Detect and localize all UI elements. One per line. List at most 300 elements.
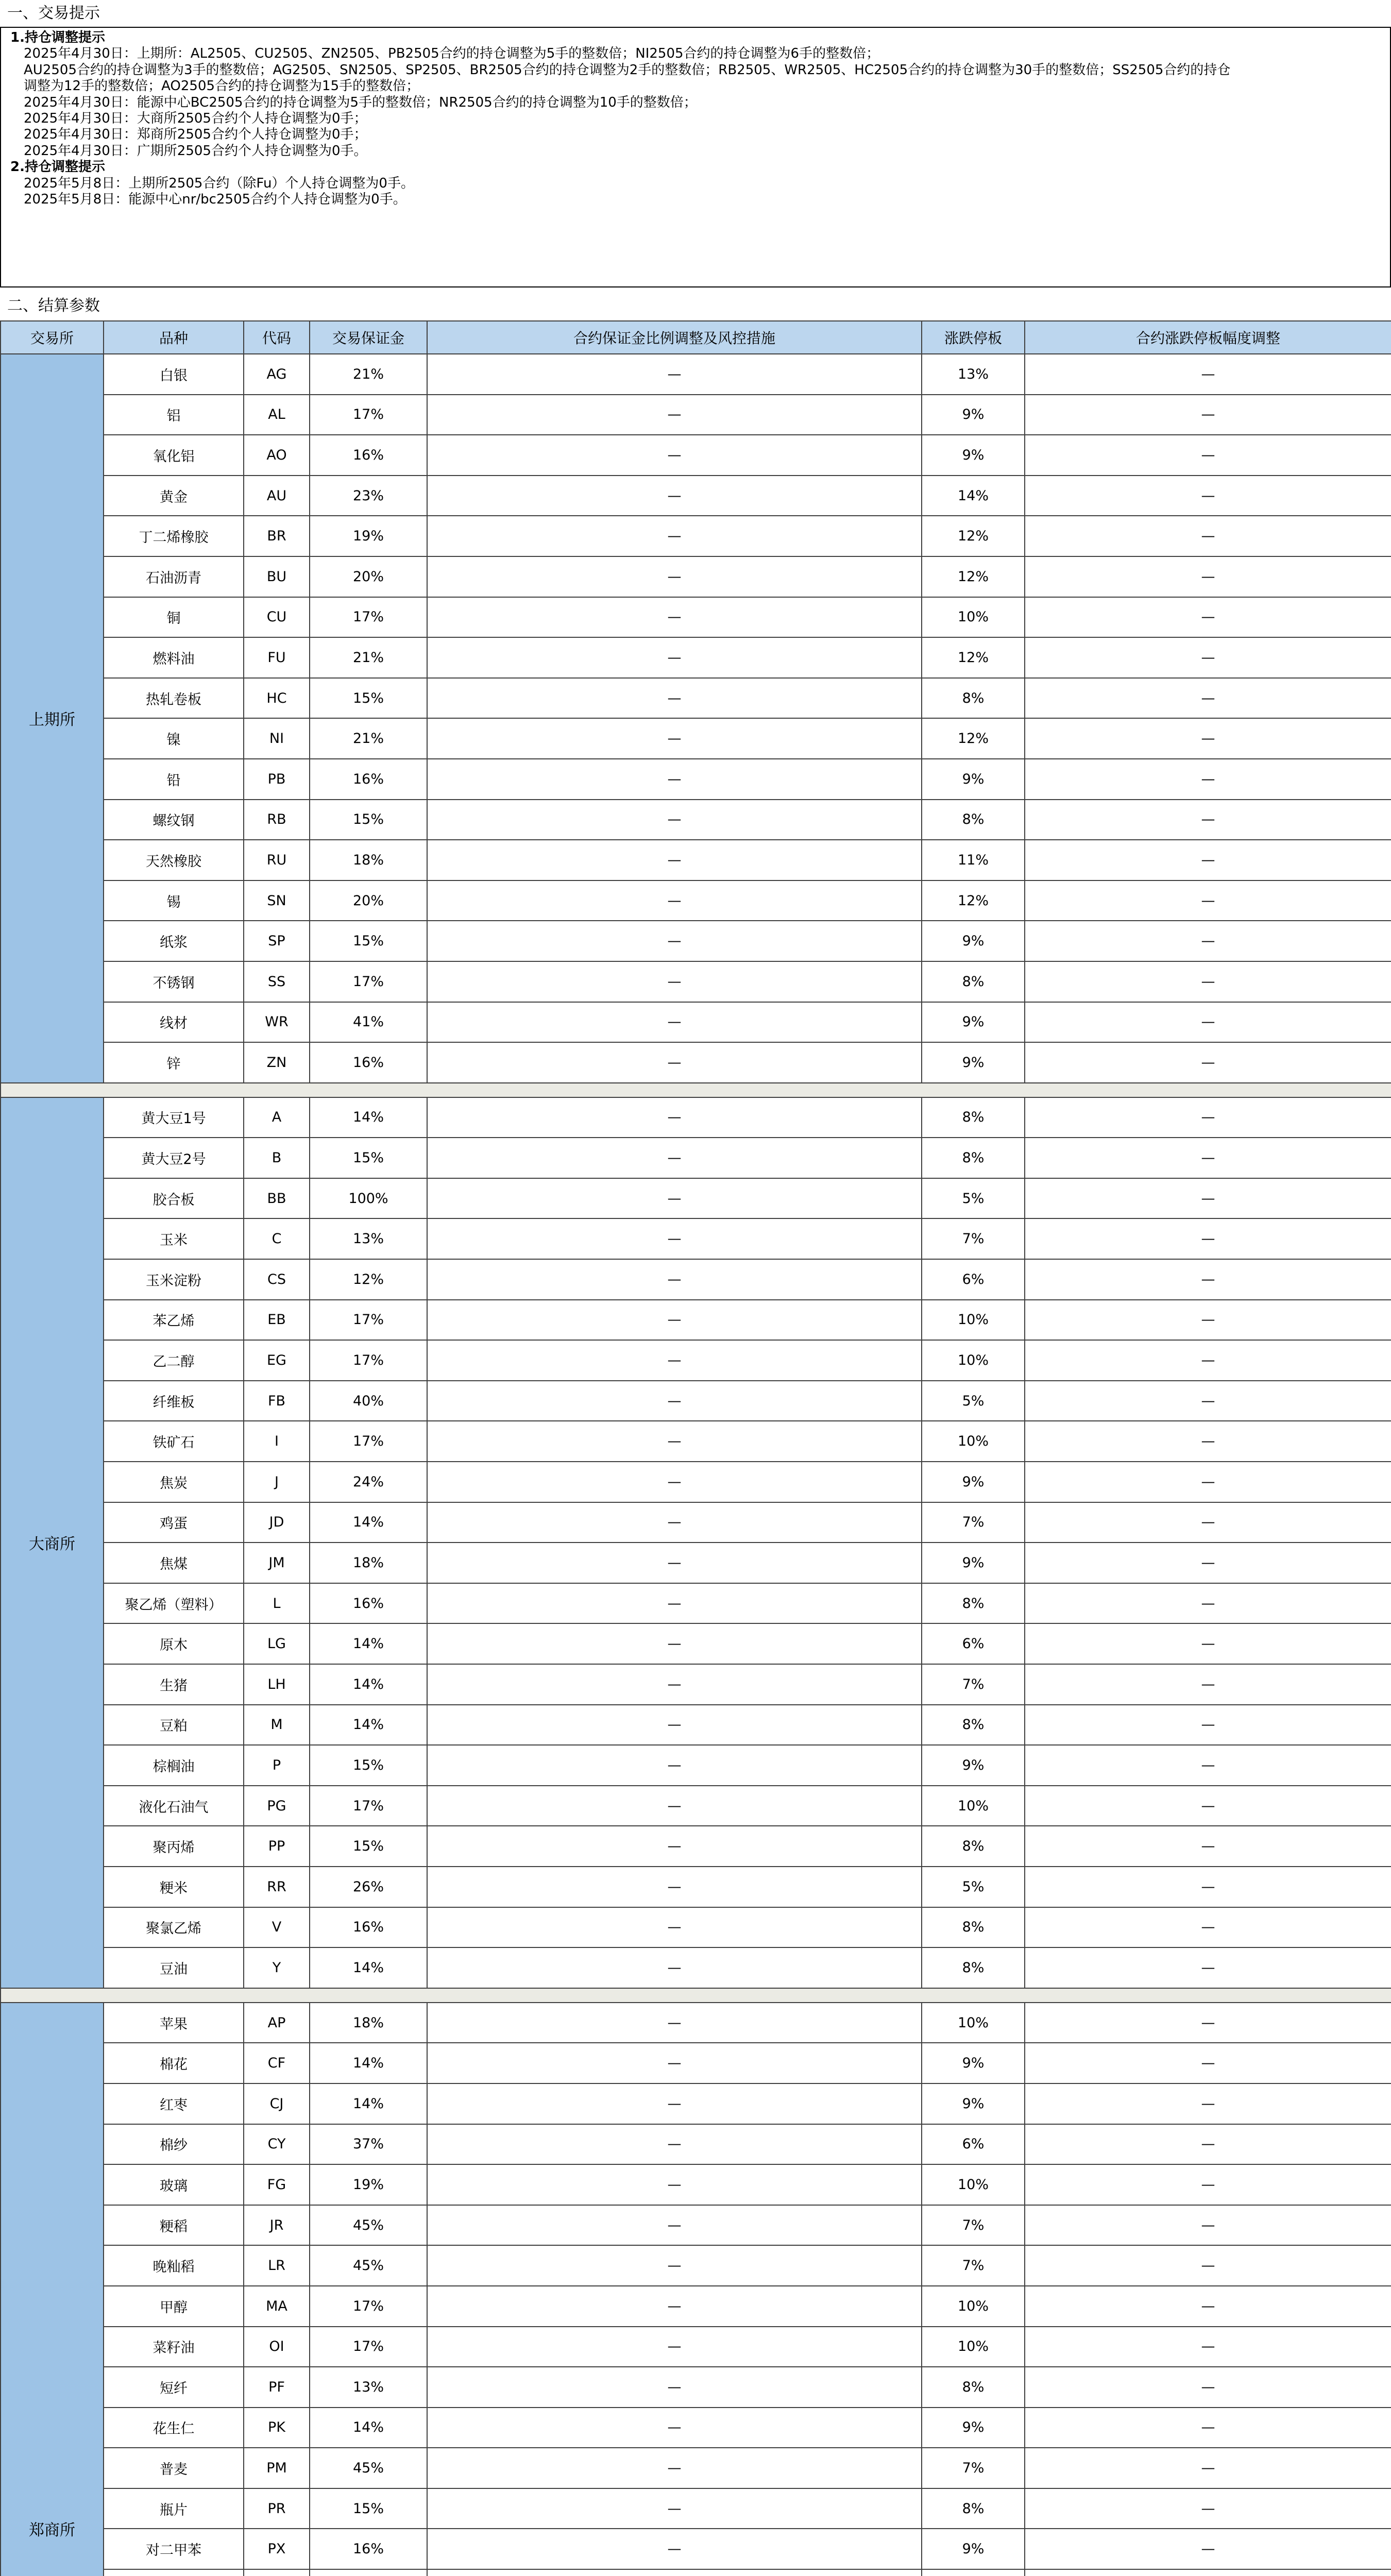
product-code: CF [244, 2043, 310, 2083]
limit-adjustment: — [1025, 2448, 1391, 2488]
table-row [1, 1381, 1391, 1421]
product-code: C [244, 1218, 310, 1259]
exchange-cell: 大商所 [1, 1097, 104, 1988]
group-separator [1, 1988, 1391, 2003]
header-limit: 涨跌停板 [922, 321, 1025, 354]
product-name: 白银 [104, 354, 244, 395]
price-limit: 10% [922, 1340, 1025, 1381]
product-code: FU [244, 637, 310, 678]
product-name: 苹果 [104, 2003, 244, 2043]
margin-adjustment: — [427, 1786, 922, 1826]
limit-adjustment: — [1025, 1907, 1391, 1948]
margin-rate: 16% [310, 1907, 427, 1948]
notice-lines-1 [10, 46, 1381, 159]
separator-cell [1, 1988, 1391, 2003]
product-name: 粳米 [104, 1867, 244, 1907]
table-row [1, 1502, 1391, 1543]
table-row [1, 1623, 1391, 1664]
price-limit: 8% [922, 1138, 1025, 1178]
limit-adjustment: — [1025, 354, 1391, 395]
margin-rate: 40% [310, 1381, 427, 1421]
price-limit: 8% [922, 1947, 1025, 1988]
limit-adjustment: — [1025, 1259, 1391, 1300]
margin-rate: 21% [310, 354, 427, 395]
product-name [104, 2569, 244, 2576]
notice-line: 2025年4月30日：上期所：AL2505、CU2505、ZN2505、PB2505合约的持仓调整为5手的整数倍；NI2505合约的持仓调整为6手的整数倍； [24, 46, 880, 62]
price-limit: 9% [922, 2083, 1025, 2124]
price-limit: 9% [922, 1042, 1025, 1083]
limit-adjustment: — [1025, 759, 1391, 800]
table-row [1, 880, 1391, 921]
margin-adjustment: — [427, 880, 922, 921]
margin-rate: 15% [310, 678, 427, 719]
product-code: SP [244, 921, 310, 961]
limit-adjustment: — [1025, 1042, 1391, 1083]
limit-adjustment: — [1025, 1947, 1391, 1988]
product-name: 胶合板 [104, 1178, 244, 1219]
price-limit: 12% [922, 516, 1025, 556]
margin-adjustment: — [427, 1178, 922, 1219]
margin-rate: 17% [310, 2286, 427, 2327]
header-margin-adjust: 合约保证金比例调整及风控措施 [427, 321, 922, 354]
limit-adjustment: — [1025, 1705, 1391, 1745]
margin-adjustment: — [427, 597, 922, 638]
margin-rate: 45% [310, 2205, 427, 2246]
limit-adjustment: — [1025, 2367, 1391, 2408]
product-name: 焦煤 [104, 1543, 244, 1583]
table-row [1, 2003, 1391, 2043]
limit-adjustment: — [1025, 1097, 1391, 1138]
table-row [1, 840, 1391, 880]
margin-adjustment: — [427, 1745, 922, 1786]
price-limit: 5% [922, 1178, 1025, 1219]
price-limit: 6% [922, 2124, 1025, 2165]
margin-rate: 12% [310, 1259, 427, 1300]
limit-adjustment: — [1025, 516, 1391, 556]
table-row [1, 2408, 1391, 2448]
limit-adjustment: — [1025, 1300, 1391, 1341]
margin-adjustment: — [427, 476, 922, 516]
margin-rate: 19% [310, 2164, 427, 2205]
table-row [1, 1907, 1391, 1948]
table-row [1, 354, 1391, 395]
table-row [1, 597, 1391, 638]
table-header-row [1, 321, 1391, 354]
product-name: 液化石油气 [104, 1786, 244, 1826]
margin-adjustment: — [427, 1462, 922, 1502]
product-name: 氧化铝 [104, 435, 244, 476]
product-code: ZN [244, 1042, 310, 1083]
table-row [1, 1178, 1391, 1219]
product-code: A [244, 1097, 310, 1138]
table-row [1, 759, 1391, 800]
price-limit: 9% [922, 1543, 1025, 1583]
margin-adjustment: — [427, 1042, 922, 1083]
margin-rate: 45% [310, 2245, 427, 2286]
margin-adjustment: — [427, 1381, 922, 1421]
limit-adjustment: — [1025, 1340, 1391, 1381]
margin-adjustment: — [427, 1664, 922, 1705]
notice-line: 2025年4月30日：郑商所2505合约个人持仓调整为0手； [24, 127, 367, 143]
margin-rate: 100% [310, 1178, 427, 1219]
product-code: CU [244, 597, 310, 638]
product-name: 菜籽油 [104, 2327, 244, 2367]
product-name: 热轧卷板 [104, 678, 244, 719]
table-row [1, 678, 1391, 719]
table-row [1, 476, 1391, 516]
product-code: L [244, 1583, 310, 1624]
margin-adjustment: — [427, 759, 922, 800]
margin-adjustment: — [427, 2205, 922, 2246]
price-limit: 7% [922, 2448, 1025, 2488]
notice-line: 2025年4月30日：能源中心BC2505合约的持仓调整为5手的整数倍；NR2505合约的持仓调整为10手的整数倍； [24, 94, 697, 110]
margin-rate: 16% [310, 1583, 427, 1624]
limit-adjustment: — [1025, 597, 1391, 638]
limit-adjustment: — [1025, 800, 1391, 840]
product-code: SS [244, 961, 310, 1002]
product-name: 铝 [104, 395, 244, 435]
notice-box [0, 27, 1391, 287]
product-code: JD [244, 1502, 310, 1543]
margin-adjustment: — [427, 2408, 922, 2448]
margin-adjustment: — [427, 2327, 922, 2367]
margin-rate: 23% [310, 476, 427, 516]
header-product: 品种 [104, 321, 244, 354]
margin-rate: 21% [310, 637, 427, 678]
price-limit: 5% [922, 1867, 1025, 1907]
margin-rate: 14% [310, 2083, 427, 2124]
price-limit: 9% [922, 759, 1025, 800]
margin-adjustment: — [427, 718, 922, 759]
margin-adjustment: — [427, 1138, 922, 1178]
product-name: 豆粕 [104, 1705, 244, 1745]
product-code: PR [244, 2488, 310, 2529]
limit-adjustment: — [1025, 2529, 1391, 2569]
margin-rate: 16% [310, 2529, 427, 2569]
notice-line: 2025年4月30日：大商所2505合约个人持仓调整为0手； [24, 111, 367, 127]
margin-rate: 17% [310, 2327, 427, 2367]
margin-rate: 14% [310, 1502, 427, 1543]
margin-rate: 21% [310, 718, 427, 759]
product-code: AG [244, 354, 310, 395]
margin-adjustment: — [427, 1543, 922, 1583]
product-name: 纤维板 [104, 1381, 244, 1421]
product-code: AU [244, 476, 310, 516]
product-code: OI [244, 2327, 310, 2367]
table-row [1, 2286, 1391, 2327]
section-title-settlement-params: 二、结算参数 [7, 297, 100, 315]
notice-line: AU2505合约的持仓调整为3手的整数倍；AG2505、SN2505、SP2505、BR2505合约的持仓调整为2手的整数倍；RB2505、WR2505、HC2505合约的持仓调整为30手的整数倍；SS2505合约的持仓 [24, 62, 1231, 78]
table-row [1, 1786, 1391, 1826]
limit-adjustment: — [1025, 880, 1391, 921]
margin-rate: 26% [310, 1867, 427, 1907]
margin-rate: 19% [310, 516, 427, 556]
price-limit: 12% [922, 880, 1025, 921]
price-limit: 7% [922, 1502, 1025, 1543]
limit-adjustment [1025, 2569, 1391, 2576]
table-row [1, 1042, 1391, 1083]
limit-adjustment: — [1025, 1826, 1391, 1867]
limit-adjustment: — [1025, 2327, 1391, 2367]
margin-rate: 16% [310, 759, 427, 800]
margin-rate: 41% [310, 1002, 427, 1043]
margin-adjustment: — [427, 1097, 922, 1138]
product-code: RB [244, 800, 310, 840]
product-name: 豆油 [104, 1947, 244, 1988]
margin-adjustment: — [427, 516, 922, 556]
limit-adjustment: — [1025, 476, 1391, 516]
margin-adjustment: — [427, 2245, 922, 2286]
product-code: EG [244, 1340, 310, 1381]
price-limit: 10% [922, 1786, 1025, 1826]
product-name: 燃料油 [104, 637, 244, 678]
margin-adjustment: — [427, 395, 922, 435]
margin-adjustment: — [427, 1947, 922, 1988]
separator-cell [1, 1083, 1391, 1097]
margin-adjustment: — [427, 921, 922, 961]
margin-rate: 16% [310, 435, 427, 476]
margin-rate: 14% [310, 1947, 427, 1988]
price-limit: 6% [922, 1623, 1025, 1664]
settlement-table [0, 320, 1391, 2576]
product-code: P [244, 1745, 310, 1786]
table-row [1, 2205, 1391, 2246]
price-limit: 8% [922, 1705, 1025, 1745]
limit-adjustment: — [1025, 2083, 1391, 2124]
price-limit: 8% [922, 961, 1025, 1002]
product-code: PK [244, 2408, 310, 2448]
table-row [1, 1002, 1391, 1043]
limit-adjustment: — [1025, 1002, 1391, 1043]
margin-adjustment [427, 2569, 922, 2576]
margin-rate: 14% [310, 1097, 427, 1138]
limit-adjustment: — [1025, 2205, 1391, 2246]
product-code: PF [244, 2367, 310, 2408]
product-name: 石油沥青 [104, 556, 244, 597]
limit-adjustment: — [1025, 921, 1391, 961]
notice-line: 调整为12手的整数倍；AO2505合约的持仓调整为15手的整数倍； [24, 78, 420, 94]
product-name: 棉花 [104, 2043, 244, 2083]
limit-adjustment: — [1025, 2408, 1391, 2448]
product-name: 聚氯乙烯 [104, 1907, 244, 1948]
margin-adjustment: — [427, 1705, 922, 1745]
product-name: 不锈钢 [104, 961, 244, 1002]
table-row [1, 1745, 1391, 1786]
product-name: 镍 [104, 718, 244, 759]
table-row [1, 2124, 1391, 2165]
price-limit: 9% [922, 435, 1025, 476]
product-code: V [244, 1907, 310, 1948]
margin-adjustment: — [427, 961, 922, 1002]
product-code: RR [244, 1867, 310, 1907]
product-code: CY [244, 2124, 310, 2165]
margin-rate: 17% [310, 961, 427, 1002]
product-name: 聚丙烯 [104, 1826, 244, 1867]
limit-adjustment: — [1025, 2245, 1391, 2286]
limit-adjustment: — [1025, 1745, 1391, 1786]
table-row [1, 2245, 1391, 2286]
table-row [1, 2043, 1391, 2083]
table-row [1, 395, 1391, 435]
margin-rate: 14% [310, 2408, 427, 2448]
product-name: 花生仁 [104, 2408, 244, 2448]
table-row [1, 2164, 1391, 2205]
table-row [1, 2529, 1391, 2569]
margin-rate: 18% [310, 840, 427, 880]
product-name: 黄大豆1号 [104, 1097, 244, 1138]
margin-rate: 18% [310, 2003, 427, 2043]
margin-adjustment: — [427, 800, 922, 840]
product-code: LH [244, 1664, 310, 1705]
margin-adjustment: — [427, 678, 922, 719]
product-name: 黄大豆2号 [104, 1138, 244, 1178]
price-limit: 9% [922, 2043, 1025, 2083]
product-code: Y [244, 1947, 310, 1988]
product-code: HC [244, 678, 310, 719]
price-limit: 10% [922, 2286, 1025, 2327]
table-row [1, 2569, 1391, 2576]
limit-adjustment: — [1025, 1138, 1391, 1178]
header-code: 代码 [244, 321, 310, 354]
product-name: 棉纱 [104, 2124, 244, 2165]
product-name: 乙二醇 [104, 1340, 244, 1381]
price-limit: 12% [922, 556, 1025, 597]
product-name: 晚籼稻 [104, 2245, 244, 2286]
table-row [1, 1340, 1391, 1381]
price-limit: 7% [922, 1218, 1025, 1259]
product-name: 粳稻 [104, 2205, 244, 2246]
limit-adjustment: — [1025, 1623, 1391, 1664]
margin-adjustment: — [427, 2448, 922, 2488]
group-separator [1, 1083, 1391, 1097]
header-limit-adjust: 合约涨跌停板幅度调整 [1025, 321, 1391, 354]
limit-adjustment: — [1025, 1178, 1391, 1219]
product-code: I [244, 1421, 310, 1462]
price-limit: 10% [922, 2003, 1025, 2043]
margin-adjustment: — [427, 1218, 922, 1259]
product-code: PM [244, 2448, 310, 2488]
table-row [1, 435, 1391, 476]
table-row [1, 1543, 1391, 1583]
product-code: BB [244, 1178, 310, 1219]
limit-adjustment: — [1025, 1502, 1391, 1543]
margin-rate [310, 2569, 427, 2576]
table-row [1, 1462, 1391, 1502]
product-code: LR [244, 2245, 310, 2286]
margin-adjustment: — [427, 1826, 922, 1867]
limit-adjustment: — [1025, 2488, 1391, 2529]
margin-rate: 17% [310, 1340, 427, 1381]
product-name: 瓶片 [104, 2488, 244, 2529]
product-code: BU [244, 556, 310, 597]
product-name: 丁二烯橡胶 [104, 516, 244, 556]
margin-adjustment: — [427, 2529, 922, 2569]
table-row [1, 2327, 1391, 2367]
product-name: 天然橡胶 [104, 840, 244, 880]
margin-rate: 20% [310, 556, 427, 597]
product-code: PX [244, 2529, 310, 2569]
margin-adjustment: — [427, 1583, 922, 1624]
table-row [1, 1826, 1391, 1867]
margin-rate: 16% [310, 1042, 427, 1083]
price-limit: 6% [922, 1259, 1025, 1300]
limit-adjustment: — [1025, 678, 1391, 719]
table-body [1, 354, 1391, 2576]
product-name: 玉米淀粉 [104, 1259, 244, 1300]
margin-rate: 17% [310, 597, 427, 638]
product-name: 铁矿石 [104, 1421, 244, 1462]
price-limit: 8% [922, 2367, 1025, 2408]
product-code: SN [244, 880, 310, 921]
product-code: M [244, 1705, 310, 1745]
product-name: 纸浆 [104, 921, 244, 961]
price-limit: 10% [922, 1300, 1025, 1341]
table-row [1, 1664, 1391, 1705]
limit-adjustment: — [1025, 961, 1391, 1002]
product-name: 甲醇 [104, 2286, 244, 2327]
notice-line: 2025年5月8日：上期所2505合约（除Fu）个人持仓调整为0手。 [24, 175, 414, 191]
price-limit: 9% [922, 1745, 1025, 1786]
margin-adjustment: — [427, 1002, 922, 1043]
table-row [1, 1300, 1391, 1341]
product-name: 鸡蛋 [104, 1502, 244, 1543]
margin-adjustment: — [427, 2124, 922, 2165]
product-code: PG [244, 1786, 310, 1826]
notice-line: 2025年4月30日：广期所2505合约个人持仓调整为0手。 [24, 143, 367, 159]
margin-adjustment: — [427, 2164, 922, 2205]
margin-rate: 14% [310, 1705, 427, 1745]
product-code: B [244, 1138, 310, 1178]
product-name: 生猪 [104, 1664, 244, 1705]
margin-rate: 15% [310, 1138, 427, 1178]
product-name: 棕榈油 [104, 1745, 244, 1786]
product-name: 线材 [104, 1002, 244, 1043]
exchange-cell: 上期所 [1, 354, 104, 1083]
table-row [1, 1583, 1391, 1624]
limit-adjustment: — [1025, 1543, 1391, 1583]
margin-adjustment: — [427, 2286, 922, 2327]
margin-adjustment: — [427, 1300, 922, 1341]
price-limit: 12% [922, 718, 1025, 759]
table-row [1, 1218, 1391, 1259]
product-name: 对二甲苯 [104, 2529, 244, 2569]
price-limit: 9% [922, 1462, 1025, 1502]
margin-rate: 17% [310, 395, 427, 435]
price-limit: 14% [922, 476, 1025, 516]
margin-adjustment: — [427, 1867, 922, 1907]
product-name: 聚乙烯（塑料） [104, 1583, 244, 1624]
margin-rate: 17% [310, 1300, 427, 1341]
table-row [1, 2488, 1391, 2529]
price-limit: 7% [922, 1664, 1025, 1705]
price-limit: 9% [922, 2408, 1025, 2448]
product-code: NI [244, 718, 310, 759]
limit-adjustment: — [1025, 1381, 1391, 1421]
product-name: 原木 [104, 1623, 244, 1664]
margin-adjustment: — [427, 637, 922, 678]
table-row [1, 718, 1391, 759]
table-row [1, 921, 1391, 961]
margin-adjustment: — [427, 354, 922, 395]
margin-adjustment: — [427, 2367, 922, 2408]
product-code: PP [244, 1826, 310, 1867]
margin-rate: 15% [310, 921, 427, 961]
margin-adjustment: — [427, 1421, 922, 1462]
limit-adjustment: — [1025, 840, 1391, 880]
header-exchange: 交易所 [1, 321, 104, 354]
product-code: EB [244, 1300, 310, 1341]
margin-adjustment: — [427, 840, 922, 880]
